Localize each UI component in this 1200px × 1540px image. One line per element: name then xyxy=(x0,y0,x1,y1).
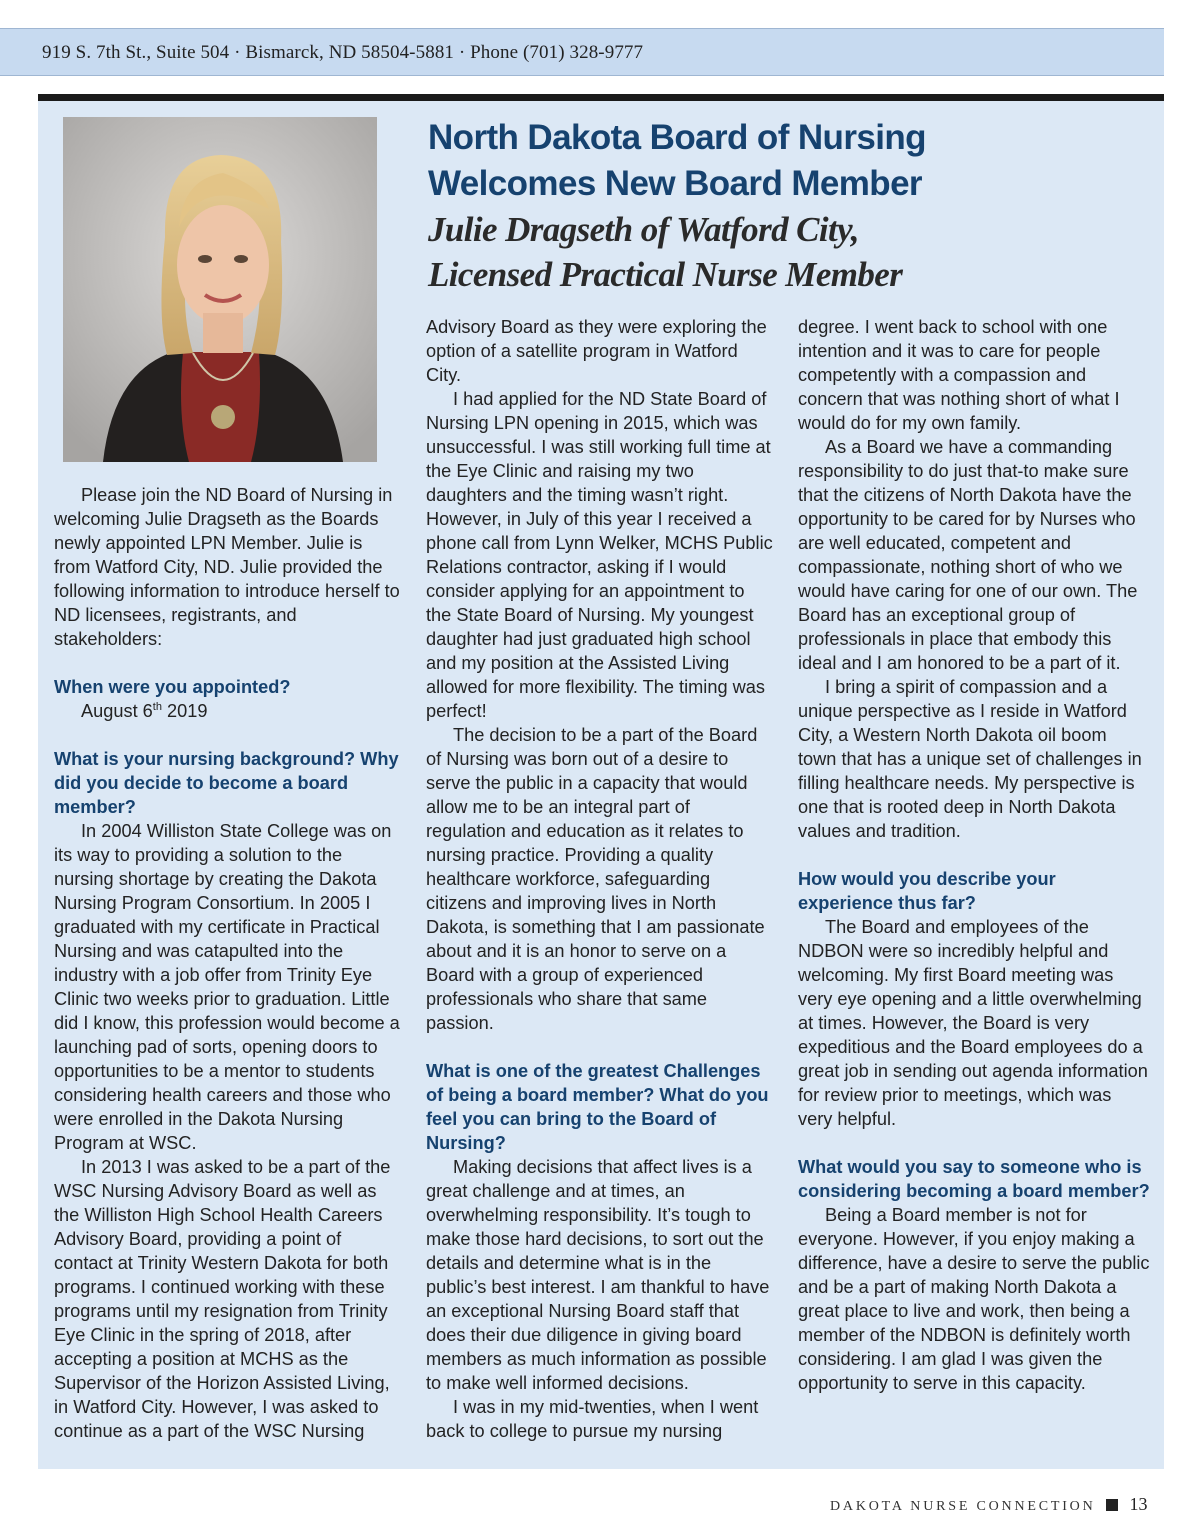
portrait-illustration xyxy=(63,117,377,462)
answer-challenges-p3: As a Board we have a commanding responsibility to do just that-to make sure that the citizens of North Dakota have the opportunity to be cared for by Nurses who are well educated, competent and compassionate, nothing short of who we would have caring for one of our own. The Board has an exceptional group of professionals in place that embody this ideal and I am honored to be a part of it. xyxy=(798,437,1138,673)
answer-appointed xyxy=(54,699,402,723)
answer-background-p1: In 2004 Williston State College was on its way to providing a solution to the nursing shortage by creating the Dakota Nursing Program Consortium. In 2005 I graduated with my certificate in Practical Nursing and was catapulted into the industry with a job offer from Trinity Eye Clinic two weeks prior to graduation. Little did I know, this profession would become a launching pad of sorts, opening doors to opportunities to be a mentor to students considering health careers and those who were enrolled in the Dakota Nursing Program at WSC. xyxy=(54,821,400,1153)
answer-challenges-p1: Making decisions that affect lives is a great challenge and at times, an overwhelming responsibility. It’s tough to make those hard decisions, to sort out the details and determine what is in the public’s best interest. I am thankful to have an exceptional Nursing Board staff that does their due diligence in giving board members as much information as possible to make well informed decisions. xyxy=(426,1157,770,1393)
headline-subtitle-line-1: Julie Dragseth of Watford City, xyxy=(428,210,859,249)
header-rule xyxy=(38,94,1164,101)
headline-block xyxy=(428,115,1148,297)
answer-challenges-p2-continued: degree. I went back to school with one intention and it was to care for people competently with a compassion and concern that was nothing short of what I would do for my own family. xyxy=(798,317,1120,433)
question-advice: What would you say to someone who is considering becoming a board member? xyxy=(798,1157,1150,1201)
headline-subtitle-line-2: Licensed Practical Nurse Member xyxy=(428,255,903,294)
article-column-3 xyxy=(798,315,1150,1395)
portrait-photo xyxy=(63,117,377,462)
answer-challenges-p2: I was in my mid-twenties, when I went back to college to pursue my nursing xyxy=(426,1397,759,1441)
answer-background-p2-continued: Advisory Board as they were exploring the option of a satellite program in Watford City. xyxy=(426,317,767,385)
question-experience: How would you describe your experience thus far? xyxy=(798,869,1056,913)
address-text: 919 S. 7th St., Suite 504 · Bismarck, ND 58504-5881 · Phone (701) 328-9777 xyxy=(42,42,644,63)
answer-appointed-year: 2019 xyxy=(161,701,208,721)
headline-title-line-1: North Dakota Board of Nursing xyxy=(428,118,926,157)
answer-appointed-ordinal: th xyxy=(152,700,162,713)
question-background: What is your nursing background? Why did you decide to become a board member? xyxy=(54,749,399,817)
answer-experience: The Board and employees of the NDBON were so incredibly helpful and welcoming. My first Board meeting was very eye opening and a little overwhelming at times. However, the Board is very expeditious and the Board employees do a great job in sending out agenda information for review prior to meetings, which was very helpful. xyxy=(798,917,1148,1129)
footer-square-icon xyxy=(1106,1499,1118,1511)
article-column-1 xyxy=(54,483,402,1443)
address-bar xyxy=(0,28,1164,76)
answer-advice: Being a Board member is not for everyone. However, if you enjoy making a difference, have a desire to serve the public and be a part of making North Dakota a great place to live and work, then being a member of the NDBON is definitely worth considering. I am glad I was given the opportunity to serve in this capacity. xyxy=(798,1205,1150,1393)
answer-background-p3: I had applied for the ND State Board of Nursing LPN opening in 2015, which was unsuccessful. I was still working full time at the Eye Clinic and raising my two daughters and the timing wasn’t right. However, in July of this year I received a phone call from Lynn Welker, MCHS Public Relations contractor, asking if I would consider applying for an appointment to the State Board of Nursing. My youngest daughter had just graduated high school and my position at the Assisted Living allowed for more flexibility. The timing was perfect! xyxy=(426,389,773,721)
question-appointed: When were you appointed? xyxy=(54,677,291,697)
page-footer xyxy=(830,1494,1148,1515)
answer-appointed-date: August 6 xyxy=(81,701,153,721)
page-number: 13 xyxy=(1129,1494,1148,1514)
answer-background-p4: The decision to be a part of the Board of Nursing was born out of a desire to serve the public in a capacity that would allow me to be an integral part of regulation and education as it relates to nursing practice. Providing a quality healthcare workforce, safeguarding citizens and improving lives in North Dakota, is something that I am passionate about and it is an honor to serve on a Board with a group of experienced professionals who share that same passion. xyxy=(426,725,765,1033)
question-challenges: What is one of the greatest Challenges of being a board member? What do you feel you can bring to the Board of Nursing? xyxy=(426,1061,769,1153)
article-column-2 xyxy=(426,315,774,1443)
answer-challenges-p4: I bring a spirit of compassion and a unique perspective as I reside in Watford City, a Western North Dakota oil boom town that has a unique set of challenges in filling healthcare needs. My perspective is one that is rooted deep in North Dakota values and tradition. xyxy=(798,677,1142,841)
headline-title-line-2: Welcomes New Board Member xyxy=(428,164,922,203)
publication-name: DAKOTA NURSE CONNECTION xyxy=(830,1499,1096,1514)
answer-background-p2: In 2013 I was asked to be a part of the WSC Nursing Advisory Board as well as the Williston High School Health Careers Advisory Board, providing a point of contact at Trinity Western Dakota for both programs. I continued working with these programs until my resignation from Trinity Eye Clinic in the spring of 2018, after accepting a position at MCHS as the Supervisor of the Horizon Assisted Living, in Watford City. However, I was asked to continue as a part of the WSC Nursing xyxy=(54,1157,391,1441)
intro-paragraph: Please join the ND Board of Nursing in welcoming Julie Dragseth as the Boards newly appointed LPN Member. Julie is from Watford City, ND. Julie provided the following information to introduce herself to ND licensees, registrants, and stakeholders: xyxy=(54,485,400,649)
